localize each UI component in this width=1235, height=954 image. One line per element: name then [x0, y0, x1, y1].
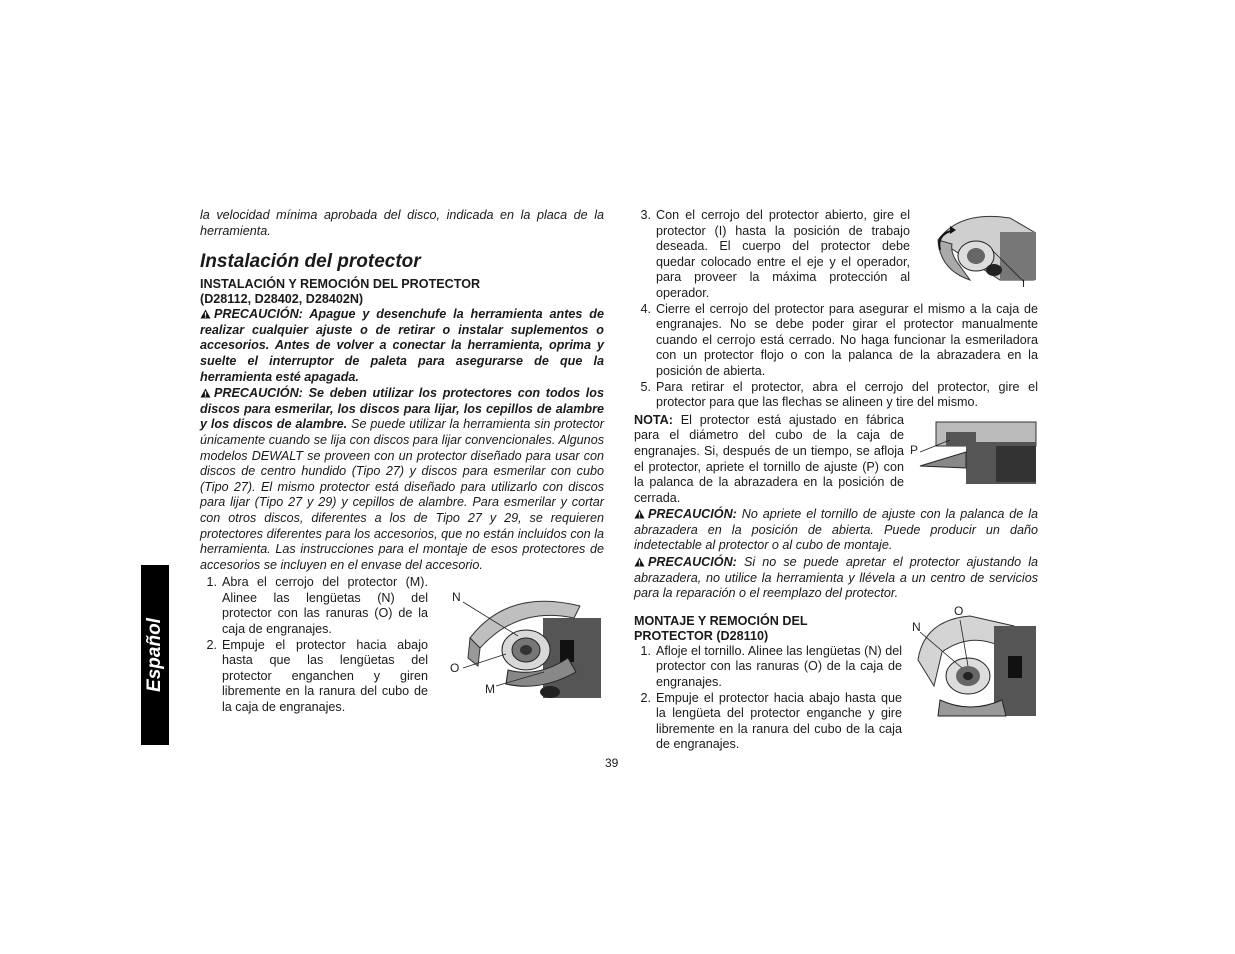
- step-text: Empuje el protector hacia abajo hasta que la lengüeta del protector enganche y gire libremente en la ranura del cubo de la caja de engranajes.: [656, 690, 902, 752]
- note-paragraph: [634, 413, 904, 507]
- install-steps-list: [200, 575, 428, 715]
- list-item: [634, 302, 1038, 380]
- warning-icon: [634, 557, 645, 567]
- adjusting-screw-figure: [906, 412, 1038, 486]
- figure-label-o: O: [954, 604, 964, 618]
- caution-4-text: Si no se puede apretar el protector ajustando la abrazadera, no utilice la herramienta y llévela a un centro de servicios para la reparación o el reemplazo del protector.: [634, 555, 1039, 601]
- list-item: [634, 644, 902, 691]
- step-text: Cierre el cerrojo del protector para asegurar el mismo a la caja de engranajes. No se debe poder girar el protector manualmente cuando el cerrojo está cerrado. No haga funcionar la esmeriladora con un protector flojo o con la palanca de la abrazadera en la posición de abierta.: [656, 301, 1038, 378]
- list-item: [634, 691, 902, 753]
- section-heading: Instalación del protector: [200, 251, 421, 273]
- caution-paragraph-3: [634, 507, 1038, 554]
- caution-paragraph-1: [200, 307, 604, 385]
- subheading-d28110: MONTAJE Y REMOCIÓN DEL PROTECTOR (D28110): [634, 613, 808, 643]
- caution-2-text: Se puede utilizar la herramienta sin protector únicamente cuando se lija con discos para lijar convencionales. Algunos modelos DEWALT se proveen con un protector diseñado para usar con discos de centro hundido (Tipo 27) y discos para esmerilar con cubo (Tipo 27). El mismo protector está diseñado para utilizarlo con discos para lijar (Tipo 27 y 29) y cepillos de alambre. Para esmerilar y cortar con otros discos, diferentes a los de Tipo 27 y 29, se requieren protectores diferentes para los accesorios, que no están incluidos con la herramienta. Las instrucciones para el montaje de esos protectores de accesorios se incluyen en el envase del accesorio.: [200, 417, 604, 572]
- step-number: 1.: [206, 575, 217, 590]
- warning-icon: [200, 388, 211, 398]
- step-number: 1.: [640, 643, 651, 658]
- figure-label-m: M: [485, 682, 495, 696]
- step-text: Con el cerrojo del protector abierto, gire el protector (I) hasta la posición de trabajo deseada. El cuerpo del protector debe quedar colocado entre el eje y el operador, para proveer la máxima protección al operador.: [656, 208, 910, 300]
- caution-2-bold: PRECAUCIÓN: Se deben utilizar los protectores con todos los discos para esmerilar, los discos para lijar, los cepillos de alambre y los discos de alambre.: [200, 386, 604, 432]
- step-text: Para retirar el protector, abra el cerrojo del protector, gire el protector para que las flechas se alineen y tire del mismo.: [656, 379, 1038, 410]
- caution-paragraph-2: [200, 386, 604, 573]
- figure-label-n: N: [452, 590, 461, 604]
- language-side-tab: [141, 565, 169, 745]
- step-text: Afloje el tornillo. Alinee las lengüetas (N) del protector con las ranuras (O) de la caja de engranajes.: [656, 643, 902, 690]
- caution-1-text: PRECAUCIÓN: Apague y desenchufe la herramienta antes de realizar cualquier ajuste o de retirar o instalar suplementos o accesorios. Antes de volver a conectar la herramienta, oprima y suelte el interruptor de paleta para asegurarse de que la herramienta esté apagada.: [200, 307, 604, 384]
- list-item: [200, 575, 428, 637]
- grinder-guard-illustration: [448, 588, 604, 703]
- caution-3-text: No apriete el tornillo de ajuste con la palanca de la abrazadera en la posición de abierta. Puede producir un daño indetectable al protector o al cubo de montaje.: [634, 507, 1038, 553]
- caution-3-label: PRECAUCIÓN:: [648, 507, 737, 522]
- d28110-guard-figure: [910, 602, 1038, 720]
- d28110-guard-illustration: [910, 602, 1038, 720]
- step-number: 2.: [206, 637, 217, 652]
- figure-label-i: I: [1022, 278, 1026, 290]
- guard-installation-figure: [448, 588, 604, 703]
- figure-label-n: N: [912, 620, 921, 634]
- note-label: NOTA:: [634, 412, 673, 427]
- page-number: 39: [605, 756, 619, 770]
- subheading-installation: INSTALACIÓN Y REMOCIÓN DEL PROTECTOR (D28112, D28402, D28402N): [200, 277, 481, 307]
- warning-icon: [634, 509, 645, 519]
- step-text: Empuje el protector hacia abajo hasta que las lengüetas del protector enganchen y giren libremente en la ranura del cubo de la caja de engranajes.: [222, 637, 428, 715]
- intro-text: la velocidad mínima aprobada del disco, indicada en la placa de la herramienta.: [200, 208, 604, 238]
- list-item: [200, 638, 428, 716]
- figure-label-p: P: [910, 443, 919, 457]
- step-number: 3.: [640, 208, 651, 222]
- list-item: [634, 208, 910, 302]
- step-text: Abra el cerrojo del protector (M). Alinee las lengüetas (N) del protector con las ranuras (O) de la caja de engranajes.: [222, 575, 428, 637]
- guard-rotation-figure: [930, 210, 1038, 294]
- d28110-steps-list: [634, 644, 902, 753]
- caution-4-label: PRECAUCIÓN:: [648, 555, 737, 570]
- step-number: 2.: [640, 690, 651, 705]
- step-number: 5.: [640, 379, 651, 394]
- figure-label-o: O: [450, 661, 460, 675]
- language-tab-label: Español: [144, 618, 165, 692]
- note-text: El protector está ajustado en fábrica para el diámetro del cubo de la caja de engranajes. Si, después de un tiempo, se afloja el protector, apriete el tornillo de ajuste (P) con la palanca de la abrazadera en la posición de cerrada.: [634, 412, 904, 505]
- grinder-adjust-screw-illustration: [906, 412, 1038, 486]
- step-number: 4.: [640, 301, 651, 316]
- warning-icon: [200, 309, 211, 319]
- caution-paragraph-4: [634, 555, 1038, 602]
- list-item: [634, 380, 1038, 411]
